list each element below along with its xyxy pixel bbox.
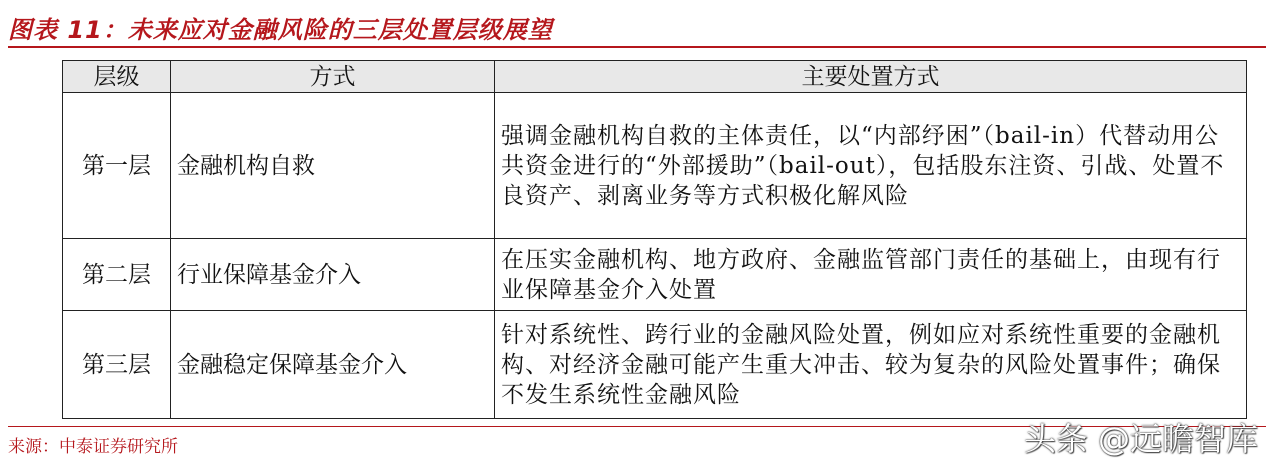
method-cell: 行业保障基金介入 [171,239,495,311]
header-layer: 层级 [63,61,171,93]
table-header-row [63,61,1247,93]
disposal-levels-table [62,60,1247,419]
table-row [63,239,1247,311]
description-cell: 针对系统性、跨行业的金融风险处置，例如应对系统性重要的金融机构、对经济金融可能产生重大冲击、较为复杂的风险处置事件；确保不发生系统性金融风险 [495,311,1247,419]
watermark: 头条 @远瞻智库 [1023,420,1258,458]
description-cell: 在压实金融机构、地方政府、金融监管部门责任的基础上，由现有行业保障基金介入处置 [495,239,1247,311]
layer-cell: 第二层 [63,239,171,311]
source-note: 来源：中泰证券研究所 [8,437,178,457]
description-cell: 强调金融机构自救的主体责任，以“内部纾困”（bail-in）代替动用公共资金进行的“外部援助”（bail-out），包括股东注资、引战、处置不良资产、剥离业务等方式积极化解风险 [495,93,1247,239]
table-row [63,311,1247,419]
figure-title: 图表 11：未来应对金融风险的三层处置层级展望 [8,16,553,44]
header-method: 方式 [171,61,495,93]
header-main-disposal: 主要处置方式 [495,61,1247,93]
layer-cell: 第一层 [63,93,171,239]
method-cell: 金融稳定保障基金介入 [171,311,495,419]
layer-cell: 第三层 [63,311,171,419]
method-cell: 金融机构自救 [171,93,495,239]
table-row [63,93,1247,239]
title-divider [8,46,1266,48]
